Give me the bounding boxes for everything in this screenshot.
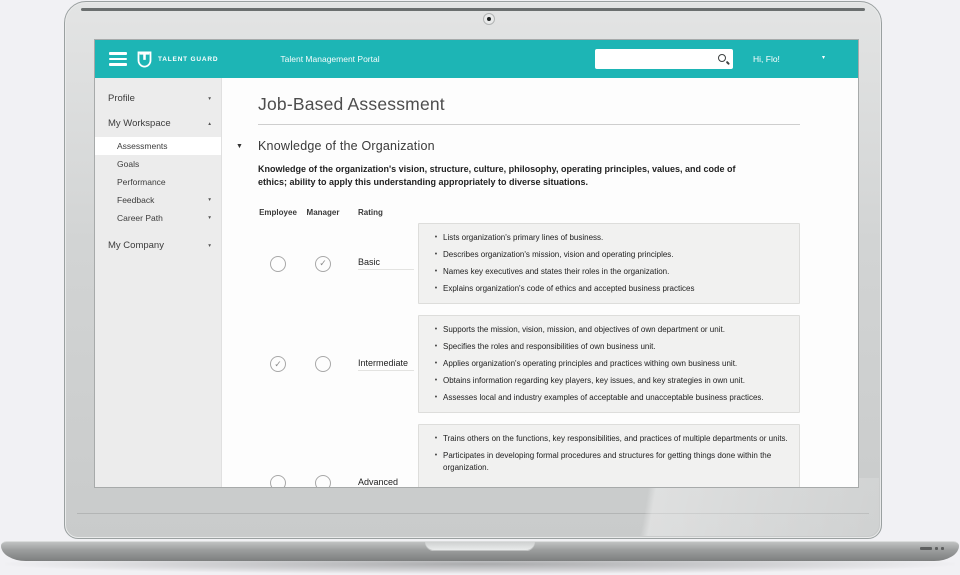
rating-row-advanced <box>258 424 800 487</box>
laptop-base-notch <box>425 542 535 551</box>
column-header-rating: Rating <box>358 208 383 218</box>
search-input[interactable] <box>595 49 716 69</box>
behavior-item: • Participates in developing formal procedures and structures for getting things done within the organization. <box>429 450 791 474</box>
behavior-item: • Specifies the roles and responsibilities of own business unit. <box>429 341 791 353</box>
behavior-panel <box>418 424 800 487</box>
behavior-item: • Assesses local and industry examples of acceptable and unacceptable business practices. <box>429 392 791 404</box>
sidebar-item-label: Assessments <box>117 141 168 151</box>
sidebar-item-career-path[interactable] <box>95 209 221 227</box>
sidebar-item-label: My Workspace <box>108 118 171 129</box>
employee-radio[interactable] <box>270 256 286 272</box>
caret-icon: ▾ <box>208 95 211 102</box>
bullet-icon: • <box>434 343 438 351</box>
sidebar-item-goals[interactable] <box>95 155 221 173</box>
manager-radio[interactable] <box>315 356 331 372</box>
section-title: Knowledge of the Organization <box>258 139 435 153</box>
employee-radio[interactable]: ✓ <box>270 356 286 372</box>
bullet-icon: • <box>434 377 438 385</box>
caret-icon: ▾ <box>208 242 211 249</box>
bullet-icon: • <box>434 268 438 276</box>
rating-label: Advanced <box>358 477 414 487</box>
sidebar-item-label: My Company <box>108 240 164 251</box>
caret-icon: ▴ <box>208 120 211 127</box>
column-header-manager: Manager <box>306 208 340 218</box>
sidebar-item-assessments[interactable] <box>95 137 221 155</box>
competency-description: Knowledge of the organization's vision, structure, culture, philosophy, operating principles, values, and code of ethics; ability to apply this understanding appropriately to diverse situations. <box>258 164 736 188</box>
sidebar-item-my-company[interactable] <box>95 233 221 258</box>
sidebar-item-label: Profile <box>108 93 135 104</box>
employee-radio[interactable] <box>270 475 286 487</box>
search-box <box>595 49 733 69</box>
sidebar <box>95 78 222 487</box>
manager-radio[interactable]: ✓ <box>315 256 331 272</box>
main-content <box>222 78 858 487</box>
search-icon[interactable] <box>716 52 729 66</box>
sidebar-item-label: Career Path <box>117 213 163 223</box>
behavior-panel <box>418 315 800 413</box>
behavior-item: • Obtains information regarding key players, key issues, and key strategies in own unit. <box>429 375 791 387</box>
caret-icon: ▾ <box>208 197 211 203</box>
bullet-icon: • <box>434 285 438 293</box>
sidebar-item-label: Feedback <box>117 195 155 205</box>
sidebar-item-feedback[interactable] <box>95 191 221 209</box>
webcam-icon <box>483 13 495 25</box>
rating-rows <box>258 223 800 487</box>
brand-name: TALENT GUARD <box>158 55 219 63</box>
column-headers <box>258 208 800 217</box>
sidebar-item-performance[interactable] <box>95 173 221 191</box>
rating-label: Intermediate <box>358 358 414 371</box>
section-header[interactable] <box>236 139 800 153</box>
collapse-caret-icon[interactable]: ▼ <box>236 142 243 150</box>
portal-title: Talent Management Portal <box>280 54 380 64</box>
app-window <box>95 40 858 487</box>
behavior-item: • Explains organization's code of ethics and accepted business practices <box>429 283 791 295</box>
behavior-item: • Supports the mission, vision, mission, and objectives of own department or unit. <box>429 324 791 336</box>
bullet-icon: • <box>434 360 438 368</box>
column-header-employee: Employee <box>259 208 297 218</box>
menu-icon[interactable] <box>109 52 127 66</box>
rating-label: Basic <box>358 257 414 270</box>
sidebar-item-label: Goals <box>117 159 140 169</box>
rating-row-basic <box>258 223 800 304</box>
sidebar-item-my-workspace[interactable] <box>95 111 221 136</box>
bullet-icon: • <box>434 326 438 334</box>
user-menu-caret-icon[interactable]: ▾ <box>822 55 826 61</box>
behavior-item: • Lists organization's primary lines of business. <box>429 232 791 244</box>
sidebar-item-label: Performance <box>117 177 166 187</box>
bullet-icon: • <box>434 435 438 443</box>
talentguard-shield-icon[interactable] <box>137 51 152 68</box>
bezel-line <box>77 513 869 514</box>
bullet-icon: • <box>434 251 438 259</box>
user-greeting[interactable]: Hi, Flo! <box>753 54 780 64</box>
page-title: Job-Based Assessment <box>258 94 800 125</box>
behavior-item: • Describes organization's mission, vision and operating principles. <box>429 249 791 261</box>
behavior-item: • Names key executives and states their roles in the organization. <box>429 266 791 278</box>
manager-radio[interactable] <box>315 475 331 487</box>
workspace-submenu <box>95 137 221 227</box>
laptop-port-marks <box>920 547 944 550</box>
bullet-icon: • <box>434 234 438 242</box>
sidebar-item-profile[interactable] <box>95 86 221 111</box>
bullet-icon: • <box>434 452 438 460</box>
behavior-panel <box>418 223 800 304</box>
bullet-icon: • <box>434 394 438 402</box>
caret-icon: ▾ <box>208 215 211 221</box>
behavior-item: • Trains others on the functions, key responsibilities, and practices of multiple departments or units. <box>429 433 791 445</box>
app-header <box>95 40 858 78</box>
behavior-item: • Applies organization's operating principles and practices withing own business unit. <box>429 358 791 370</box>
lid-edge-line <box>81 8 865 11</box>
rating-row-intermediate <box>258 315 800 413</box>
